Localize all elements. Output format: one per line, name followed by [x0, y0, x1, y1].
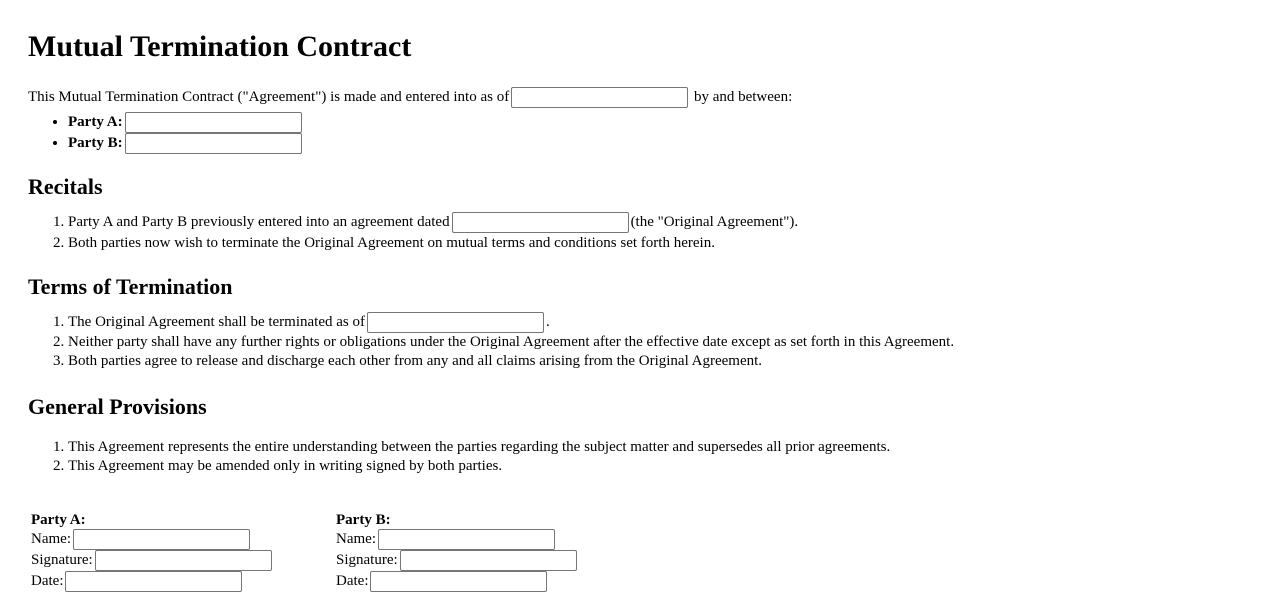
- party-a-date-label: Date:: [31, 573, 64, 590]
- terms-list: [28, 312, 1278, 371]
- signature-section: [28, 511, 1278, 592]
- party-b-name-row: [336, 529, 641, 550]
- party-a-signature-title: Party A:: [31, 512, 86, 529]
- party-b-signature-label: Signature:: [336, 552, 398, 569]
- recital-item-2: 2. Both parties now wish to terminate the Original Agreement on mutual terms and conditions set forth herein.: [68, 233, 1278, 253]
- party-a-name-input[interactable]: [73, 529, 250, 550]
- party-b-date-label: Date:: [336, 573, 369, 590]
- party-b-signature-block: [336, 511, 641, 592]
- party-b-name-label: Name:: [336, 531, 376, 548]
- term-item-3: 3. Both parties agree to release and discharge each other from any and all claims arising from the Original Agreement.: [68, 352, 1278, 371]
- agreement-date-input[interactable]: [511, 87, 688, 108]
- recital-1-text-before: Party A and Party B previously entered into an agreement dated: [68, 214, 450, 231]
- party-a-signature-input[interactable]: [95, 550, 272, 571]
- party-b-name-input[interactable]: [378, 529, 555, 550]
- party-a-signature-label: Signature:: [31, 552, 93, 569]
- recitals-list: [28, 212, 1278, 253]
- party-a-label: Party A:: [68, 114, 123, 131]
- party-a-item: [68, 112, 1278, 133]
- party-b-label: Party B:: [68, 135, 123, 152]
- recitals-heading: Recitals: [28, 174, 103, 200]
- intro-text-before: This Mutual Termination Contract ("Agreement") is made and entered into as of: [28, 89, 510, 105]
- party-a-input[interactable]: [125, 112, 302, 133]
- party-b-signature-input[interactable]: [400, 550, 577, 571]
- general-item-2: 2. This Agreement may be amended only in writing signed by both parties.: [68, 457, 1278, 476]
- term-1-text-after: .: [545, 314, 550, 331]
- term-1-text-before: The Original Agreement shall be terminated as of: [68, 314, 365, 331]
- party-a-signature-row: [31, 550, 336, 571]
- parties-list: [28, 112, 1278, 154]
- party-a-name-label: Name:: [31, 531, 71, 548]
- term-item-1: [68, 312, 1278, 333]
- party-a-date-row: [31, 571, 336, 592]
- intro-paragraph: [28, 86, 1278, 108]
- page-title: Mutual Termination Contract: [28, 30, 412, 63]
- termination-date-input[interactable]: [367, 312, 544, 333]
- party-b-date-row: [336, 571, 641, 592]
- party-b-signature-row: [336, 550, 641, 571]
- general-item-1: 1. This Agreement represents the entire understanding between the parties regarding the subject matter and supersedes all prior agreements.: [68, 438, 1278, 457]
- party-b-item: [68, 133, 1278, 154]
- terms-heading: Terms of Termination: [28, 274, 233, 300]
- party-a-signature-block: [31, 511, 336, 592]
- party-b-date-input[interactable]: [370, 571, 547, 592]
- recital-item-1: [68, 212, 1278, 233]
- intro-text-after: by and between:: [693, 89, 793, 105]
- party-a-name-row: [31, 529, 336, 550]
- general-heading: General Provisions: [28, 394, 207, 420]
- party-a-date-input[interactable]: [65, 571, 242, 592]
- party-b-signature-title: Party B:: [336, 512, 391, 529]
- recital-1-text-after: (the "Original Agreement").: [630, 214, 799, 231]
- general-list: [28, 438, 1278, 476]
- term-item-2: 2. Neither party shall have any further rights or obligations under the Original Agreement after the effective date except as set forth in this Agreement.: [68, 333, 1278, 352]
- original-agreement-date-input[interactable]: [452, 212, 629, 233]
- party-b-input[interactable]: [125, 133, 302, 154]
